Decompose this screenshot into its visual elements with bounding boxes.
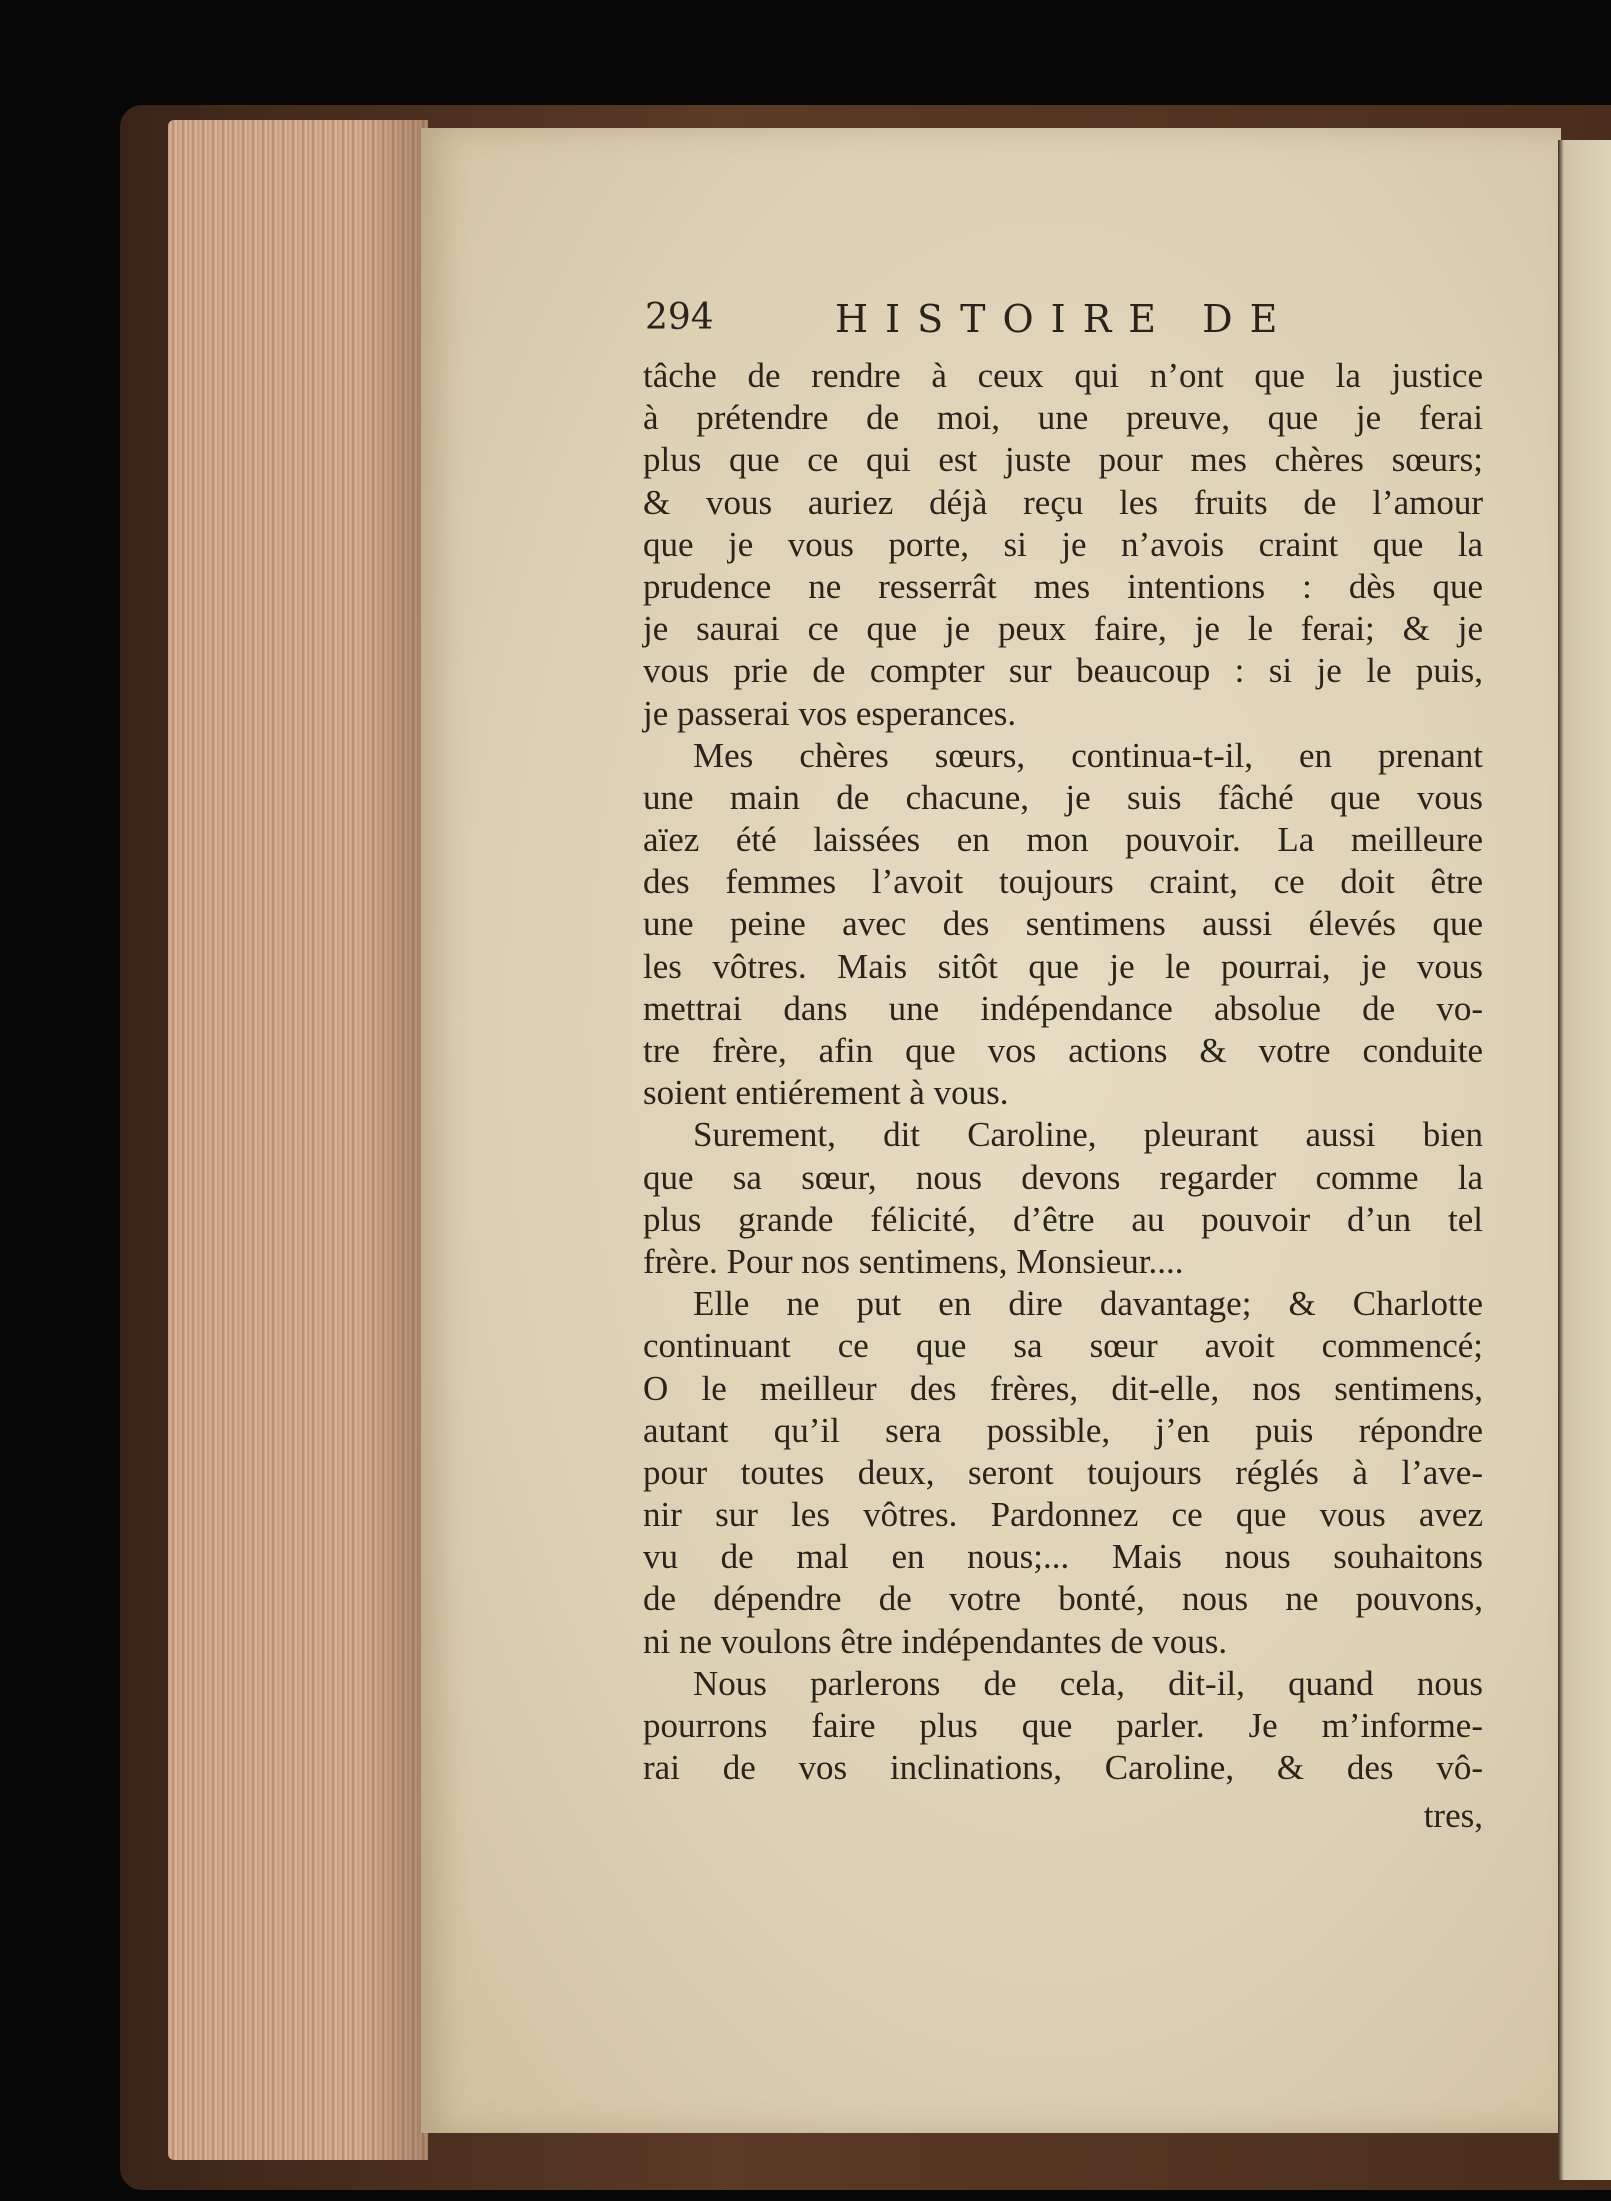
page-header <box>645 297 1485 347</box>
text-line: aïez été laissées en mon pouvoir. La meilleure <box>643 820 1483 860</box>
text-line: Surement, dit Caroline, pleurant aussi bien <box>693 1115 1483 1155</box>
text-line: soient entiérement à vous. <box>643 1073 1009 1113</box>
text-line: à prétendre de moi, une preuve, que je ferai <box>643 398 1483 438</box>
text-line: Elle ne put en dire davantage; & Charlotte <box>693 1284 1483 1324</box>
text-line: que je vous porte, si je n’avois craint que la <box>643 524 1483 564</box>
text-line: continuant ce que sa sœur avoit commencé; <box>643 1326 1483 1366</box>
text-line: Nous parlerons de cela, dit-il, quand nous <box>693 1663 1483 1703</box>
text-line: les vôtres. Mais sitôt que je le pourrai, je vous <box>643 946 1483 986</box>
text-line: je passerai vos esperances. <box>643 693 1017 733</box>
text-line: plus que ce qui est juste pour mes chères sœurs; <box>643 440 1483 480</box>
text-line: une peine avec des sentimens aussi élevés que <box>643 904 1483 944</box>
text-line: de dépendre de votre bonté, nous ne pouvons, <box>643 1579 1483 1619</box>
text-line: mettrai dans une indépendance absolue de vo- <box>643 988 1483 1028</box>
text-line: nir sur les vôtres. Pardonnez ce que vous avez <box>643 1495 1483 1535</box>
text-line: frère. Pour nos sentimens, Monsieur.... <box>643 1241 1184 1281</box>
facing-page-edge <box>1558 140 1611 2180</box>
page-number: 294 <box>645 297 714 338</box>
text-line: je saurai ce que je peux faire, je le ferai; & je <box>643 609 1483 649</box>
text-line: tâche de rendre à ceux qui n’ont que la justice <box>643 356 1483 395</box>
catchword: tres, <box>1423 1796 1483 1835</box>
text-line: vous prie de compter sur beaucoup : si je le puis, <box>643 651 1483 691</box>
text-line: plus grande félicité, d’être au pouvoir d’un tel <box>643 1199 1483 1239</box>
text-line: prudence ne resserrât mes intentions : dès que <box>643 566 1483 606</box>
text-line: ni ne voulons être indépendantes de vous. <box>643 1621 1228 1661</box>
text-line: & vous auriez déjà reçu les fruits de l’amour <box>643 482 1483 522</box>
text-line: une main de chacune, je suis fâché que vous <box>643 777 1483 817</box>
text-line: vu de mal en nous;... Mais nous souhaitons <box>643 1537 1483 1577</box>
text-line: que sa sœur, nous devons regarder comme la <box>643 1157 1483 1197</box>
running-title: HISTOIRE DE <box>835 297 1295 341</box>
text-line: tre frère, afin que vos actions & votre conduite <box>643 1031 1483 1070</box>
body-text <box>643 355 1483 1789</box>
text-line: pour toutes deux, seront toujours réglés à l’ave- <box>643 1452 1483 1492</box>
text-line: Mes chères sœurs, continua-t-il, en prenant <box>693 735 1483 775</box>
text-line: autant qu’il sera possible, j’en puis répondre <box>643 1410 1483 1450</box>
text-line: pourrons faire plus que parler. Je m’informe- <box>643 1706 1483 1745</box>
text-line: rai de vos inclinations, Caroline, & des vô- <box>643 1748 1483 1788</box>
text-line: O le meilleur des frères, dit-elle, nos sentimens, <box>643 1368 1483 1408</box>
text-line: des femmes l’avoit toujours craint, ce doit être <box>643 862 1483 902</box>
